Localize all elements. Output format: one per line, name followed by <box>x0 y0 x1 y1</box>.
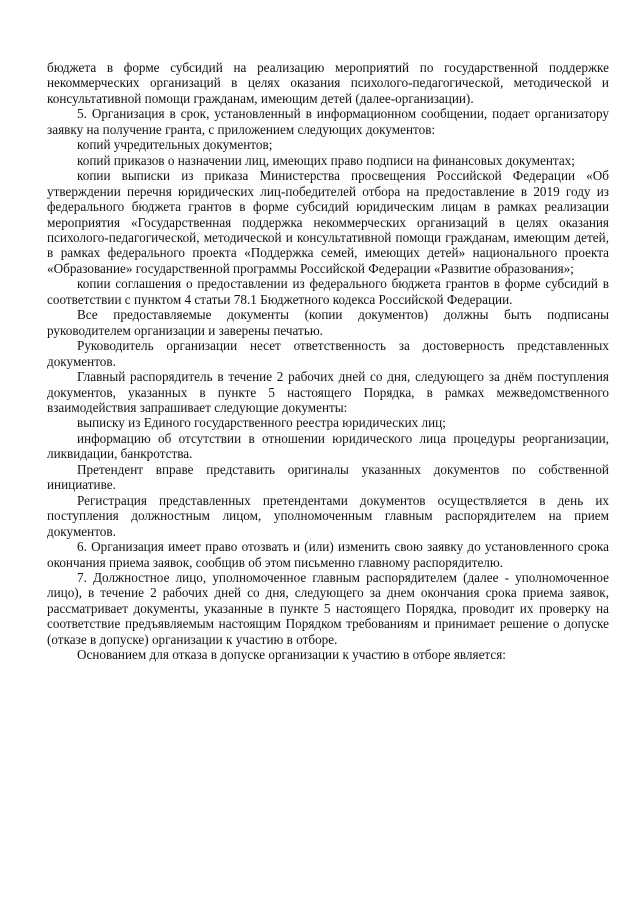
paragraph-continuation: бюджета в форме субсидий на реализацию мероприятий по государственной поддержке некоммерческих организаций в целях оказания психолого-педагогической, методической и консультативной помощи гражданам, имеющим детей (далее-организации). <box>47 60 609 106</box>
paragraph-list-ministry-extract: копии выписки из приказа Министерства просвещения Российской Федерации «Об утверждении перечня юридических лиц-победителей отбора на предоставление в 2019 году из федерального бюджета грантов в форме субсидий юридическим лицам в рамках реализации мероприятия «Государственная поддержка некоммерческих организаций в целях оказания психолого-педагогической, методической и консультативной помощи гражданам, имеющим детей, в рамках федерального проекта «Поддержка семей, имеющих детей» национального проекта «Образование» государственной программы Российской Федерации «Развитие образования»; <box>47 168 609 276</box>
paragraph-item-5: 5. Организация в срок, установленный в информационном сообщении, подает организатору заявку на получение гранта, с приложением следующих документов: <box>47 106 609 137</box>
paragraph-head-responsibility: Руководитель организации несет ответственность за достоверность представленных документов. <box>47 338 609 369</box>
paragraph-refusal-grounds: Основанием для отказа в допуске организации к участию в отборе является: <box>77 647 506 663</box>
paragraph-registration: Регистрация представленных претендентами документов осуществляется в день их поступления должностным лицом, уполномоченным главным распорядителем на прием документов. <box>47 492 609 539</box>
paragraph-list-registry-extract: выписку из Единого государственного реестра юридических лиц; <box>77 415 446 431</box>
paragraph-applicant-originals: Претендент вправе представить оригиналы указанных документов по собственной инициативе. <box>47 461 609 493</box>
document-page <box>47 60 609 663</box>
paragraph-list-bankruptcy-info: информацию об отсутствии в отношении юридического лица процедуры реорганизации, ликвидации, банкротства. <box>47 430 609 462</box>
paragraph-signing-requirement: Все предоставляемые документы (копии документов) должны быть подписаны руководителем организации и заверены печатью. <box>47 307 609 338</box>
paragraph-list-founding-documents: копий учредительных документов; <box>77 137 273 153</box>
paragraph-interagency-request: Главный распорядитель в течение 2 рабочих дней со дня, следующего за днём поступления документов, указанных в пункте 5 настоящего Порядка, в рамках межведомственного взаимодействия запрашивает следующие документы: <box>47 369 609 415</box>
paragraph-item-6: 6. Организация имеет право отозвать и (или) изменить свою заявку до установленного срока окончания приема заявок, сообщив об этом письменно главному распорядителю. <box>47 539 609 570</box>
paragraph-list-signature-orders: копий приказов о назначении лиц, имеющих право подписи на финансовых документах; <box>77 152 575 168</box>
paragraph-item-7: 7. Должностное лицо, уполномоченное главным распорядителем (далее - уполномоченное лицо), в течение 2 рабочих дней со дня, следующего за днем окончания срока приема заявок, рассматривает документы, указанные в пункте 5 настоящего Порядка, проводит их проверку на соответствие предъявляемым настоящим Порядком требованиям и принимает решение о допуске (отказе в допуске) организации к участию в отборе. <box>47 569 609 647</box>
paragraph-list-grant-agreement: копии соглашения о предоставлении из федерального бюджета грантов в форме субсидий в соответствии с пунктом 4 статьи 78.1 Бюджетного кодекса Российской Федерации. <box>47 276 609 307</box>
